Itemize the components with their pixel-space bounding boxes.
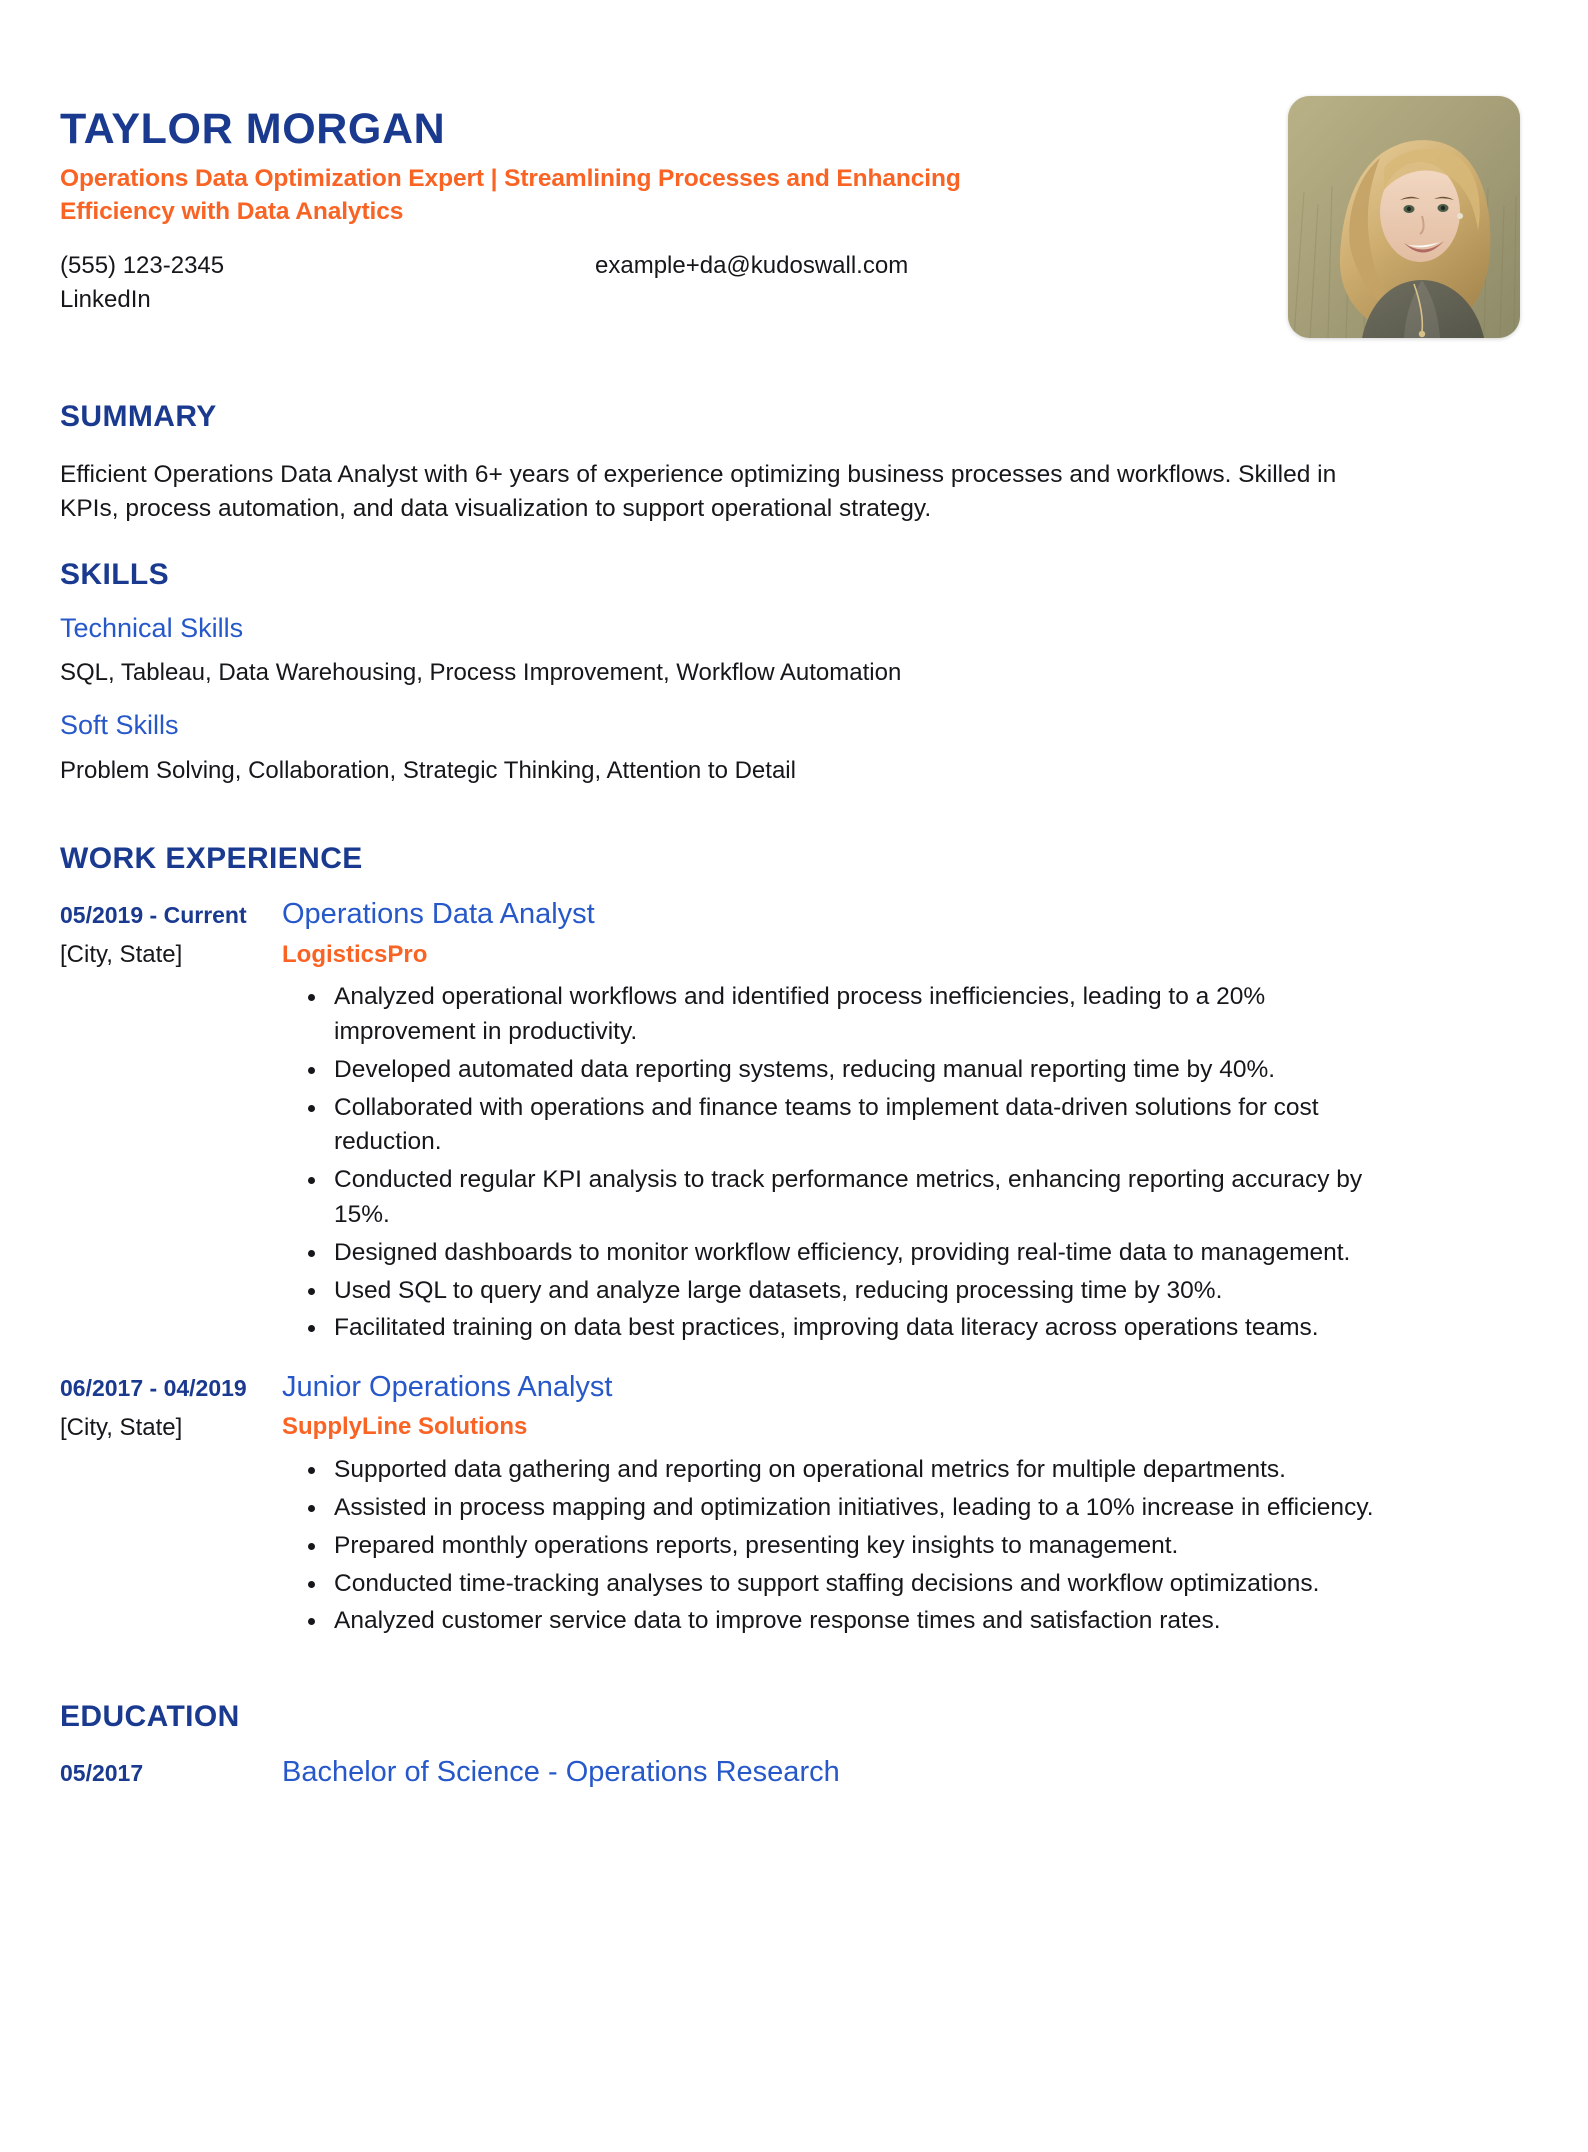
education-section — [60, 1700, 1528, 1789]
contact-row-primary — [60, 249, 1060, 283]
contact-block — [60, 249, 1060, 317]
work-experience-section-title: WORK EXPERIENCE — [60, 842, 363, 876]
skill-group-soft — [60, 709, 1528, 787]
contact-phone[interactable]: (555) 123-2345 — [60, 251, 225, 279]
job-meta — [60, 898, 282, 1349]
job-bullet: Supported data gathering and reporting on operational metrics for multiple departments. — [334, 1453, 1374, 1488]
job-bullet: Prepared monthly operations reports, presenting key insights to management. — [334, 1529, 1374, 1564]
job-bullet: Analyzed customer service data to improve response times and satisfaction rates. — [334, 1604, 1374, 1639]
profile-photo — [1288, 96, 1520, 338]
job-bullet: Conducted time-tracking analyses to support staffing decisions and workflow optimizations. — [334, 1567, 1374, 1602]
skill-group-items: SQL, Tableau, Data Warehousing, Process Improvement, Workflow Automation — [60, 658, 902, 686]
job-bullet: Collaborated with operations and finance teams to implement data-driven solutions for cost reduction. — [334, 1091, 1374, 1161]
education-degree: Bachelor of Science - Operations Research — [282, 1756, 840, 1789]
skills-section-title: SKILLS — [60, 557, 170, 591]
education-section-title: EDUCATION — [60, 1700, 240, 1734]
summary-section-title: SUMMARY — [60, 400, 217, 433]
job-bullet: Designed dashboards to monitor workflow efficiency, providing real-time data to management. — [334, 1236, 1374, 1271]
job-company: SupplyLine Solutions — [282, 1413, 528, 1441]
job-bullet: Used SQL to query and analyze large datasets, reducing processing time by 30%. — [334, 1274, 1374, 1309]
contact-linkedin[interactable]: LinkedIn — [60, 285, 151, 313]
summary-section — [60, 400, 1528, 526]
skills-section — [60, 558, 1528, 788]
skill-group-items: Problem Solving, Collaboration, Strategic Thinking, Attention to Detail — [60, 756, 796, 784]
education-body — [282, 1756, 840, 1789]
skill-group-technical — [60, 612, 1528, 690]
education-entry — [60, 1756, 1528, 1789]
job-location: [City, State] — [60, 940, 183, 968]
job-title: Operations Data Analyst — [282, 898, 595, 931]
skill-group-label: Technical Skills — [60, 612, 244, 643]
education-meta — [60, 1756, 282, 1789]
job-company: LogisticsPro — [282, 940, 428, 968]
summary-text: Efficient Operations Data Analyst with 6+ years of experience optimizing business processes and workflows. Skilled in KPIs, process automation, and data visualization to support operational strategy. — [60, 461, 1337, 522]
job-body — [282, 1371, 1528, 1642]
job-bullet: Facilitated training on data best practices, improving data literacy across operations teams. — [334, 1311, 1374, 1346]
job-entry — [60, 898, 1528, 1349]
job-entry — [60, 1371, 1528, 1642]
job-title: Junior Operations Analyst — [282, 1371, 613, 1404]
job-meta — [60, 1371, 282, 1642]
profile-photo-image — [1288, 96, 1520, 338]
job-bullet: Analyzed operational workflows and identified process inefficiencies, leading to a 20% improvement in productivity. — [334, 980, 1374, 1050]
job-bullet-list — [282, 980, 1528, 1346]
profile-photo-container — [1288, 96, 1520, 338]
job-body — [282, 898, 1528, 1349]
contact-email[interactable]: example+da@kudoswall.com — [595, 251, 909, 279]
header-text-block — [60, 84, 1230, 317]
skill-group-label: Soft Skills — [60, 710, 179, 741]
contact-row-secondary — [60, 283, 1060, 317]
job-bullet: Assisted in process mapping and optimization initiatives, leading to a 10% increase in efficiency. — [334, 1491, 1374, 1526]
job-location: [City, State] — [60, 1413, 183, 1441]
job-bullet: Conducted regular KPI analysis to track performance metrics, enhancing reporting accuracy by 15%. — [334, 1163, 1374, 1233]
resume-header — [60, 84, 1528, 338]
job-dates: 05/2019 - Current — [60, 902, 247, 929]
job-bullet: Developed automated data reporting systems, reducing manual reporting time by 40%. — [334, 1053, 1374, 1088]
candidate-name: TAYLOR MORGAN — [60, 105, 446, 153]
candidate-tagline: Operations Data Optimization Expert | Streamlining Processes and Enhancing Efficiency with Data Analytics — [60, 165, 961, 226]
job-bullet-list — [282, 1453, 1528, 1639]
job-dates: 06/2017 - 04/2019 — [60, 1375, 247, 1402]
work-experience-section — [60, 842, 1528, 1642]
education-date: 05/2017 — [60, 1760, 144, 1787]
